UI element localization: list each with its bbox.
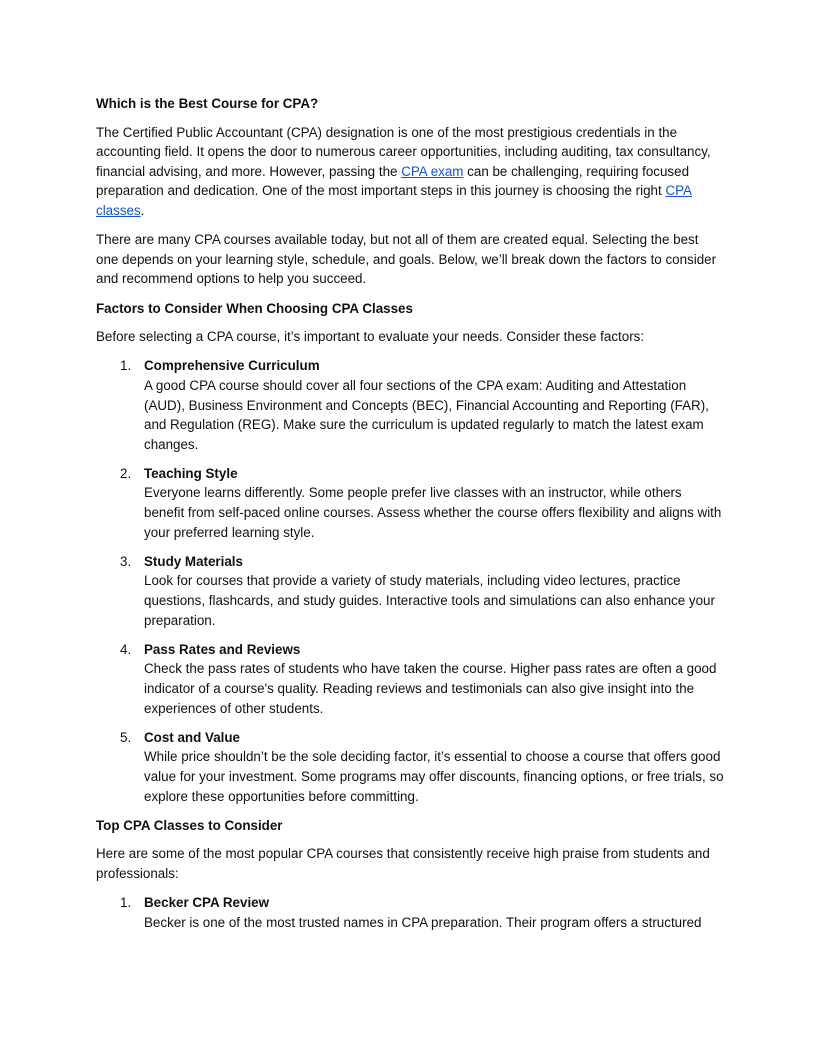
factors-intro: Before selecting a CPA course, it’s important to evaluate your needs. Consider these factors:	[96, 329, 645, 345]
list-number: 1.	[120, 358, 132, 374]
factors-heading: Factors to Consider When Choosing CPA Classes	[96, 300, 413, 316]
list-number: 1.	[120, 895, 132, 911]
list-item-description: A good CPA course should cover all four sections of the CPA exam: Auditing and Attestation (AUD), Business Environment and Concepts (BEC), Financial Accounting and Reporting (FAR), and Regulation (REG). Make sure the curriculum is updated regularly to match the latest exam changes.	[144, 377, 709, 452]
top-classes-heading: Top CPA Classes to Consider	[96, 817, 283, 833]
list-item-title: Study Materials	[144, 553, 243, 569]
top-classes-intro: Here are some of the most popular CPA courses that consistently receive high praise from students and professionals:	[96, 846, 710, 881]
list-item-description: Check the pass rates of students who have taken the course. Higher pass rates are often a good indicator of a course's quality. Reading reviews and testimonials can also give insight into the experiences of other students.	[144, 661, 717, 716]
list-item	[96, 893, 724, 932]
list-number: 2.	[120, 465, 132, 481]
list-item	[96, 356, 724, 454]
cpa-classes-link[interactable]: CPA classes	[96, 183, 692, 218]
page-title: Which is the Best Course for CPA?	[96, 96, 319, 111]
list-item	[96, 728, 724, 806]
document-page	[96, 94, 724, 942]
top-classes-list	[96, 893, 724, 932]
list-item-description: Becker is one of the most trusted names in CPA preparation. Their program offers a structured	[144, 914, 702, 930]
intro-text-1: The Certified Public Accountant (CPA) designation is one of the most prestigious credentials in the accounting field. It opens the door to numerous career opportunities, including auditing, tax consultancy, financial advising, and more. However, passing the	[96, 124, 711, 179]
list-item	[96, 464, 724, 542]
list-number: 3.	[120, 553, 132, 569]
list-item-title: Cost and Value	[144, 729, 240, 745]
list-item-title: Becker CPA Review	[144, 895, 270, 911]
list-item-title: Pass Rates and Reviews	[144, 641, 301, 657]
list-number: 5.	[120, 729, 132, 745]
intro-paragraph	[96, 123, 724, 221]
list-item-description: Everyone learns differently. Some people prefer live classes with an instructor, while others benefit from self-paced online courses. Assess whether the course offers flexibility and aligns with your preferred learning style.	[144, 485, 722, 540]
list-item	[96, 552, 724, 630]
list-item	[96, 640, 724, 718]
overview-paragraph: There are many CPA courses available today, but not all of them are created equal. Selecting the best one depends on your learning style, schedule, and goals. Below, we’ll break down the factors to consider and recommend options to help you succeed.	[96, 232, 717, 287]
list-item-title: Teaching Style	[144, 465, 238, 481]
factors-list	[96, 356, 724, 806]
cpa-exam-link[interactable]: CPA exam	[401, 163, 464, 179]
intro-text-3: .	[140, 202, 145, 218]
list-item-description: Look for courses that provide a variety of study materials, including video lectures, practice questions, flashcards, and study guides. Interactive tools and simulations can also enhance your preparation.	[144, 573, 715, 628]
list-item-description: While price shouldn’t be the sole deciding factor, it’s essential to choose a course that offers good value for your investment. Some programs may offer discounts, financing options, or free trials, so explore these opportunities before committing.	[144, 749, 724, 804]
list-number: 4.	[120, 641, 132, 657]
list-item-title: Comprehensive Curriculum	[144, 358, 320, 374]
intro-text-2: can be challenging, requiring focused preparation and dedication. One of the most important steps in this journey is choosing the right	[96, 163, 690, 199]
